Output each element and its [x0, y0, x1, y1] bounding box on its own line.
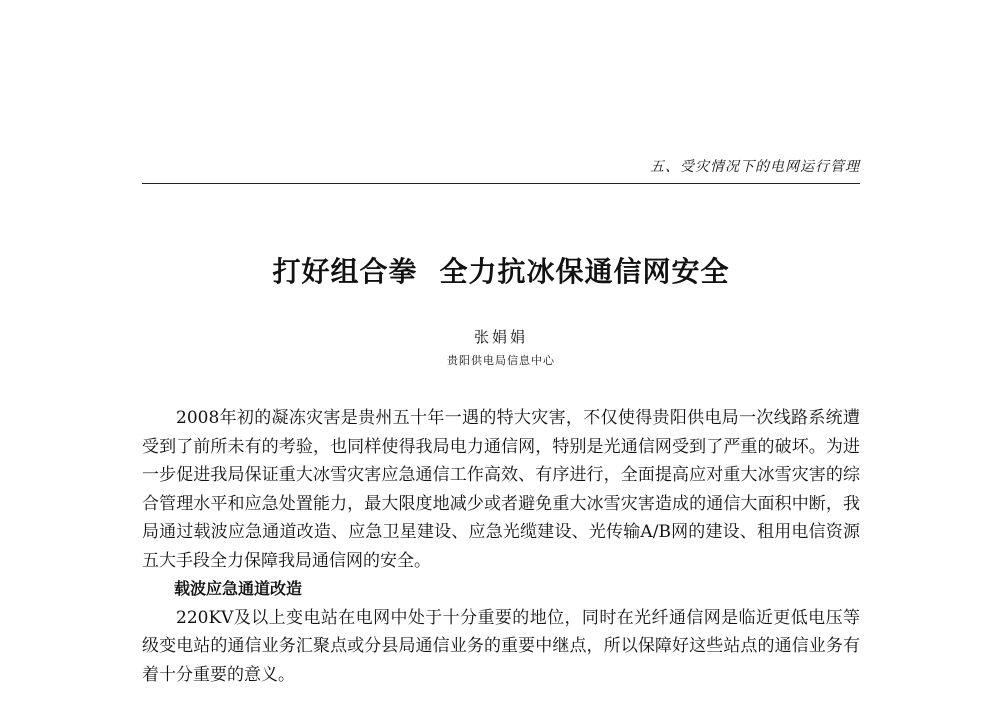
author-affiliation: 贵阳供电局信息中心	[447, 354, 555, 367]
header-rule	[142, 183, 860, 184]
author-name: 张娟娟	[473, 328, 528, 346]
section-heading: 载波应急通道改造	[174, 579, 303, 598]
running-header: 五、受灾情况下的电网运行管理	[650, 159, 860, 175]
article-title	[142, 250, 860, 290]
body-paragraph-2: 220KV及以上变电站在电网中处于十分重要的地位，同时在光纤通信网是临近更低电压等级变电站的通信业务汇聚点或分县局通信业务的重要中继点，所以保障好这些站点的通信业务有着十分重要的意义。	[142, 607, 860, 685]
article-title-part2: 全力抗冰保通信网安全	[439, 255, 730, 288]
article-title-part1: 打好组合拳	[272, 255, 418, 288]
article-body	[142, 404, 860, 689]
body-paragraph-1: 2008年初的凝冻灾害是贵州五十年一遇的特大灾害，不仅使得贵阳供电局一次线路系统遭受到了前所未有的考验，也同样使得我局电力通信网，特别是光通信网受到了严重的破坏。为进一步促进我局保证重大冰雪灾害应急通信工作高效、有序进行，全面提高应对重大冰雪灾害的综合管理水平和应急处置能力，最大限度地减少或者避免重大冰雪灾害造成的通信大面积中断，我局通过载波应急通道改造、应急卫星建设、应急光缆建设、光传输A/B网的建设、租用电信资源五大手段全力保障我局通信网的安全。	[142, 408, 860, 571]
